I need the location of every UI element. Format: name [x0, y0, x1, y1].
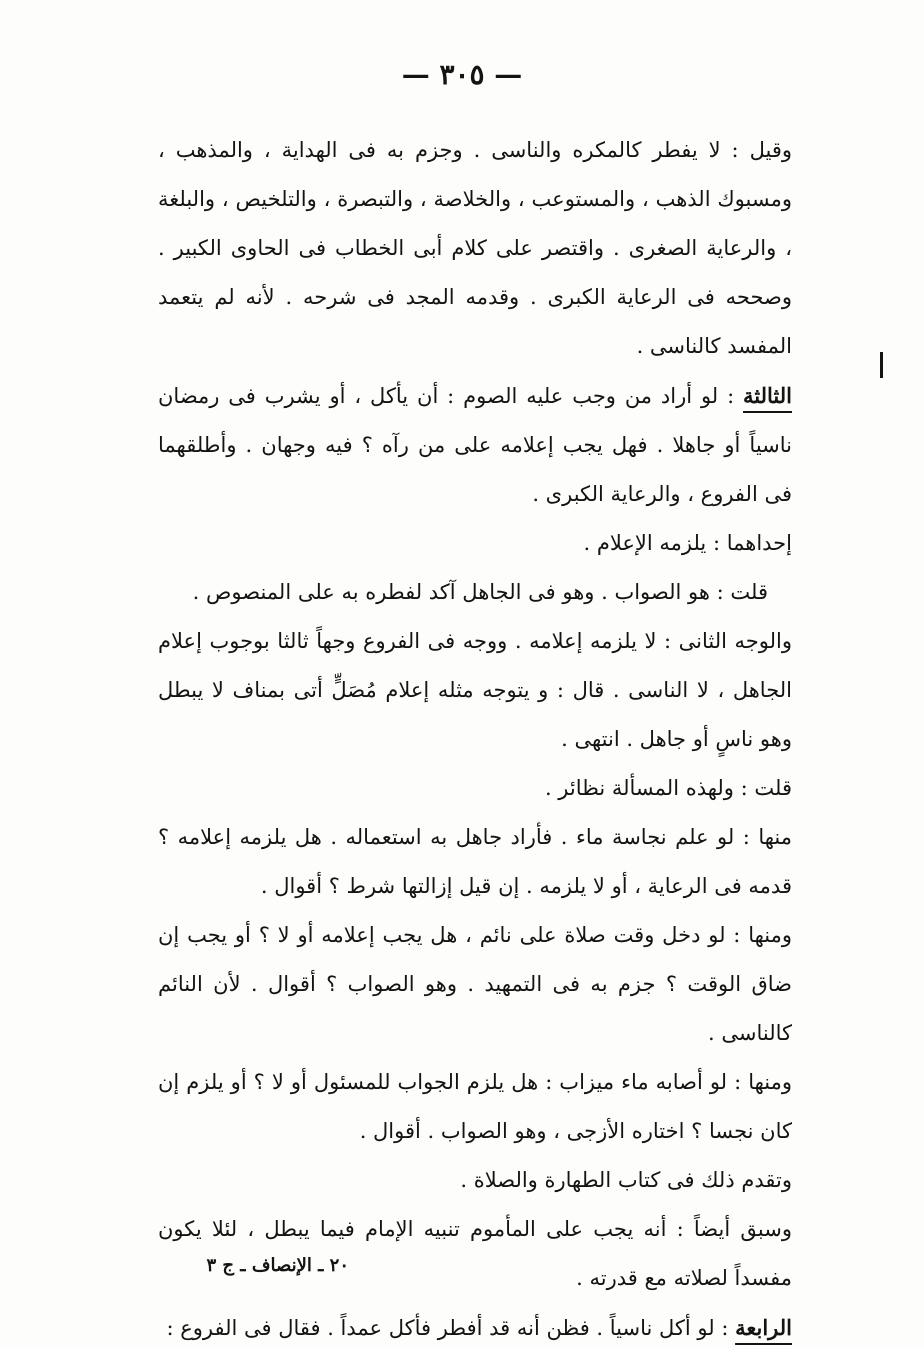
paragraph — [158, 126, 806, 371]
paragraph-lead: الثالثة — [743, 383, 792, 408]
paragraph — [158, 568, 806, 617]
paragraph — [158, 813, 806, 911]
paragraph — [158, 617, 806, 764]
page-number: — ٣٠٥ — — [401, 58, 523, 91]
paragraph — [158, 764, 806, 813]
page-footer: ٢٠ ـ الإنصاف ـ ج ٣ — [206, 1255, 349, 1276]
paragraph-text: منها : لو علم نجاسة ماء . فأراد جاهل به استعماله . هل يلزمه إعلامه ؟ قدمه فى الرعاية ، أو لا يلزمه . إن قيل إزالتها شرط ؟ أقوال . — [158, 825, 792, 898]
paragraph-text: ومنها : لو دخل وقت صلاة على نائم ، هل يجب إعلامه أو لا ؟ أو يجب إن ضاق الوقت ؟ جزم به فى التمهيد . وهو الصواب ؟ أقوال . لأن النائم كالناسى . — [158, 923, 792, 1045]
paragraph-text: : لو أراد من وجب عليه الصوم : أن يأكل ، أو يشرب فى رمضان ناسياً أو جاهلا . فهل يجب إعلامه على من رآه ؟ فيه وجهان . وأطلقهما فى الفروع ، والرعاية الكبرى . — [158, 384, 792, 506]
paragraph — [158, 1205, 806, 1303]
paragraph-text: : لو أكل ناسياً . فظن أنه قد أفطر فأكل عمداً . فقال فى الفروع : — [166, 1316, 729, 1340]
paragraph — [158, 1156, 806, 1205]
paragraph-text: قلت : ولهذه المسألة نظائر . — [544, 776, 792, 800]
paragraph-third-issue — [158, 371, 806, 519]
paragraph-fourth-issue — [158, 1303, 806, 1353]
paragraph-text: قلت : هو الصواب . وهو فى الجاهل آكد لفطره به على المنصوص . — [192, 580, 768, 604]
paragraph-text: وقيل : لا يفطر كالمكره والناسى . وجزم به فى الهداية ، والمذهب ، ومسبوك الذهب ، والمستوعب ، والخلاصة ، والتبصرة ، والتلخيص ، والبلغة ، والرعاية الصغرى . واقتصر على كلام أبى الخطاب فى الحاوى الكبير . وصححه فى الرعاية الكبرى . وقدمه المجد فى شرحه . لأنه لم يتعمد المفسد كالناسى . — [158, 138, 792, 358]
body-text — [158, 126, 806, 1353]
paragraph-text: ومنها : لو أصابه ماء ميزاب : هل يلزم الجواب للمسئول أو لا ؟ أو يلزم إن كان نجسا ؟ اختاره الأزجى ، وهو الصواب . أقوال . — [158, 1070, 792, 1143]
paragraph-lead: الرابعة — [735, 1315, 792, 1340]
margin-mark — [880, 352, 883, 378]
paragraph — [158, 519, 806, 568]
paragraph-text: إحداهما : يلزمه الإعلام . — [583, 531, 792, 555]
paragraph — [158, 911, 806, 1058]
paragraph-text: وسبق أيضاً : أنه يجب على المأموم تنبيه الإمام فيما يبطل ، لئلا يكون مفسداً لصلاته مع قدرته . — [158, 1217, 792, 1290]
paragraph — [158, 1058, 806, 1156]
paragraph-text: والوجه الثانى : لا يلزمه إعلامه . ووجه فى الفروع وجهاً ثالثا بوجوب إعلام الجاهل ، لا الناسى . قال : و يتوجه مثله إعلام مُصَلٍّ أتى بمناف لا يبطل وهو ناسٍ أو جاهل . انتهى . — [158, 629, 792, 751]
paragraph-text: وتقدم ذلك فى كتاب الطهارة والصلاة . — [460, 1168, 792, 1192]
